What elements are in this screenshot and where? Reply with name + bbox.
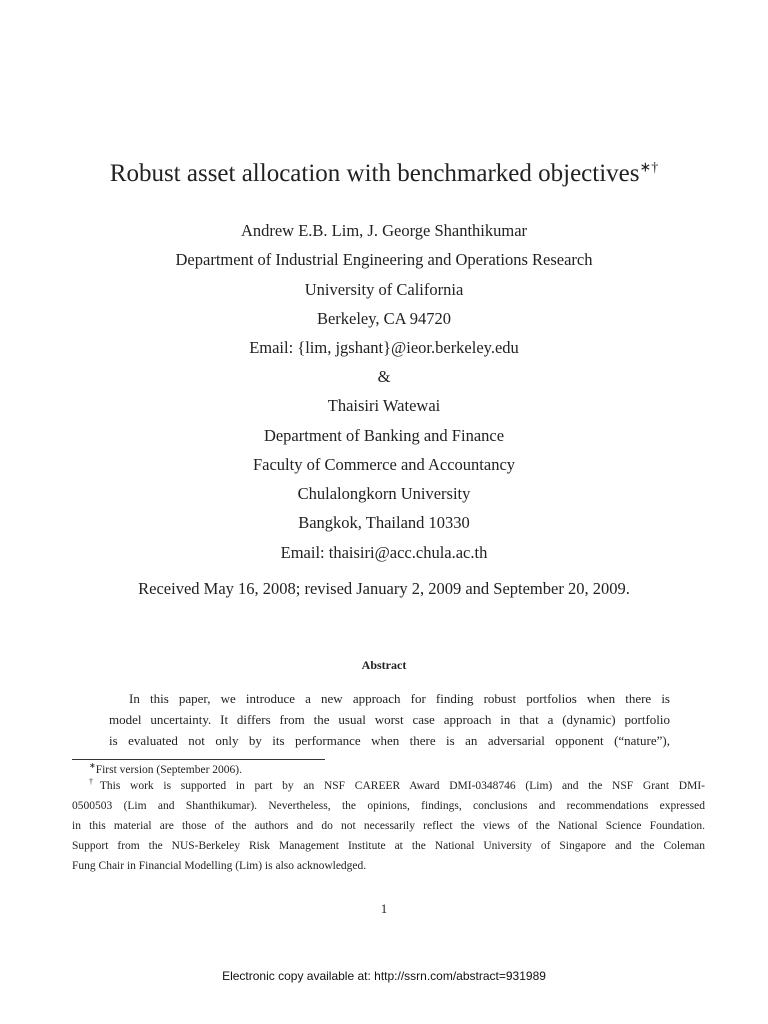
abstract-line: In this paper, we introduce a new approach for finding robust portfolios when there is: [129, 691, 670, 706]
footnote-1-mark: ∗: [89, 761, 96, 771]
department-1: Department of Industrial Engineering and Operations Research: [175, 250, 593, 269]
footnote-2-text: This work is supported in part by an NSF CAREER Award DMI-0348746 (Lim) and the NSF Grant DMI-: [99, 780, 705, 792]
abstract-heading: Abstract: [361, 658, 407, 672]
department-2: Department of Banking and Finance: [263, 426, 505, 445]
footnote-2-line: Fung Chair in Financial Modelling (Lim) is also acknowledged.: [72, 860, 367, 872]
paper-title: [0, 160, 768, 188]
email-2: Email: thaisiri@acc.chula.ac.th: [280, 543, 488, 562]
received-dates: Received May 16, 2008; revised January 2, 2009 and September 20, 2009.: [138, 579, 630, 598]
title-footnote-marks: ∗†: [639, 160, 659, 176]
page-number: 1: [380, 901, 388, 916]
footnote-2-line: [72, 776, 705, 796]
footnote-2-line: 0500503 (Lim and Shanthikumar). Nevertheless, the opinions, findings, conclusions and recommendations expressed: [72, 800, 705, 812]
abstract-line: model uncertainty. It differs from the usual worst case approach in that a (dynamic) portfolio: [109, 712, 670, 727]
footnote-1-text: First version (September 2006).: [95, 764, 242, 776]
abstract-line: is evaluated not only by its performance when there is an adversarial opponent (“nature”),: [109, 733, 670, 748]
footnote-2-line: Support from the NUS-Berkeley Risk Management Institute at the National University of Singapore and the Coleman: [72, 840, 705, 852]
authors-group-1: Andrew E.B. Lim, J. George Shanthikumar: [240, 221, 528, 240]
title-text: Robust asset allocation with benchmarked objectives: [109, 160, 640, 187]
footnote-2: [72, 776, 705, 876]
university-2: Chulalongkorn University: [297, 484, 471, 503]
footnote-2-line: in this material are those of the authors and do not necessarily reflect the views of the National Science Foundation.: [72, 820, 705, 832]
university-1: University of California: [304, 280, 464, 299]
ampersand: &: [377, 367, 391, 386]
footnote-2-mark: †: [89, 777, 100, 787]
city-2: Bangkok, Thailand 10330: [298, 513, 470, 532]
faculty-2: Faculty of Commerce and Accountancy: [252, 455, 516, 474]
email-1: Email: {lim, jgshant}@ieor.berkeley.edu: [249, 338, 519, 357]
city-1: Berkeley, CA 94720: [316, 309, 452, 328]
authors-group-2: Thaisiri Watewai: [327, 396, 441, 415]
ssrn-availability-note: Electronic copy available at: http://ssrn.com/abstract=931989: [222, 969, 546, 983]
abstract-body: [109, 688, 670, 751]
